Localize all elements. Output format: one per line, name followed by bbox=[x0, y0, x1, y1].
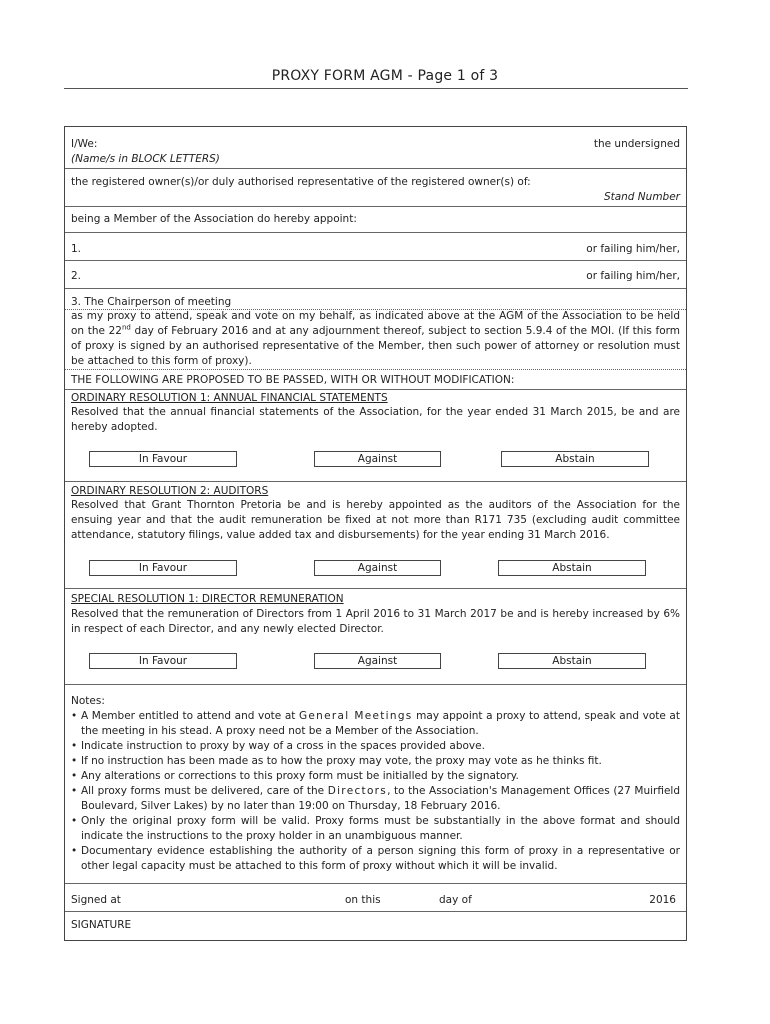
against-box[interactable]: Against bbox=[314, 560, 441, 576]
in-favour-box[interactable]: In Favour bbox=[89, 560, 237, 576]
proxy-suffix: or failing him/her, bbox=[586, 243, 680, 255]
year-label: 2016 bbox=[649, 894, 676, 906]
proposed-heading: THE FOLLOWING ARE PROPOSED TO BE PASSED, WITH OR WITHOUT MODIFICATION: bbox=[71, 374, 515, 386]
note-item: • Any alterations or corrections to this proxy form must be initialled by the signatory. bbox=[71, 770, 519, 782]
abstain-box[interactable]: Abstain bbox=[498, 653, 646, 669]
bullet-icon: • bbox=[71, 770, 78, 782]
appoint-text: being a Member of the Association do hereby appoint: bbox=[71, 213, 357, 225]
proxy-number: 1. bbox=[71, 243, 82, 255]
on-this-label: on this bbox=[345, 894, 381, 906]
bullet-icon: • bbox=[71, 815, 78, 827]
divider bbox=[65, 481, 686, 482]
divider bbox=[65, 232, 686, 233]
divider bbox=[65, 260, 686, 261]
divider bbox=[65, 369, 686, 370]
chairperson-label: 3. The Chairperson of meeting bbox=[71, 296, 232, 308]
against-box[interactable]: Against bbox=[314, 653, 441, 669]
abstain-box[interactable]: Abstain bbox=[498, 560, 646, 576]
day-of-label: day of bbox=[439, 894, 472, 906]
note-item: • Indicate instruction to proxy by way of a cross in the spaces provided above. bbox=[71, 740, 485, 752]
resolution-title: SPECIAL RESOLUTION 1: DIRECTOR REMUNERATION bbox=[71, 593, 344, 605]
proxy-form bbox=[64, 126, 687, 941]
stand-number-label: Stand Number bbox=[603, 191, 680, 203]
notes-list bbox=[71, 709, 680, 874]
undersigned-label: the undersigned bbox=[593, 138, 680, 150]
i-we-label: I/We: bbox=[71, 138, 98, 150]
in-favour-box[interactable]: In Favour bbox=[89, 451, 237, 467]
resolution-title: ORDINARY RESOLUTION 2: AUDITORS bbox=[71, 485, 269, 497]
owner-text: the registered owner(s)/or duly authorised representative of the registered owner(s) of: bbox=[71, 176, 531, 188]
resolution-text: Resolved that the remuneration of Directors from 1 April 2016 to 31 March 2017 be and is hereby increased by 6% in respect of each Director, and any newly elected Director. bbox=[71, 608, 680, 635]
notes-heading: Notes: bbox=[71, 695, 105, 707]
chairperson-text: as my proxy to attend, speak and vote on my behalf, as indicated above at the AGM of the Association to be held on the 22nd day of February 2016 and at any adjournment thereof, subject to section 5.9.4 of the MOI. (If this form of proxy is signed by an authorised representative of the Member, then such power of attorney or resolution must be attached to this form of proxy). bbox=[71, 310, 680, 367]
bullet-icon: • bbox=[71, 740, 78, 752]
divider bbox=[65, 389, 686, 390]
divider bbox=[65, 883, 686, 884]
proxy-number: 2. bbox=[71, 270, 82, 282]
note-item: • If no instruction has been made as to how the proxy may vote, the proxy may vote as he thinks fit. bbox=[71, 755, 602, 767]
title-divider bbox=[64, 88, 688, 89]
note-item: • All proxy forms must be delivered, care of the Directors, to the Association's Management Offices (27 Muirfield Boulevard, Silver Lakes) by no later than 19:00 on Thursday, 18 February 2016. bbox=[71, 785, 680, 812]
divider bbox=[65, 206, 686, 207]
bullet-icon: • bbox=[71, 785, 78, 797]
divider bbox=[65, 911, 686, 912]
resolution-text: Resolved that the annual financial statements of the Association, for the year ended 31 March 2015, be and are hereby adopted. bbox=[71, 406, 680, 433]
resolution-text: Resolved that Grant Thornton Pretoria be and is hereby appointed as the auditors of the Association for the ensuing year and that the audit remuneration be fixed at not more than R171 735 (excluding audit committee attendance, statutory filings, value added tax and disbursements) for the year ending 31 March 2016. bbox=[71, 499, 680, 541]
page-title: PROXY FORM AGM - Page 1 of 3 bbox=[271, 68, 499, 84]
note-item: • Only the original proxy form will be valid. Proxy forms must be substantially in the above format and should indicate the instructions to the proxy holder in an unambiguous manner. bbox=[71, 815, 680, 842]
names-hint: (Name/s in BLOCK LETTERS) bbox=[71, 153, 220, 165]
proxy-suffix: or failing him/her, bbox=[586, 270, 680, 282]
resolution-title: ORDINARY RESOLUTION 1: ANNUAL FINANCIAL STATEMENTS bbox=[71, 392, 388, 404]
signature-label: SIGNATURE bbox=[71, 919, 132, 931]
in-favour-box[interactable]: In Favour bbox=[89, 653, 237, 669]
note-item: • Documentary evidence establishing the authority of a person signing this form of proxy in a representative or other legal capacity must be attached to this form of proxy without which it will be invalid. bbox=[71, 845, 680, 872]
note-item: • A Member entitled to attend and vote at General Meetings may appoint a proxy to attend, speak and vote at the meeting in his stead. A proxy need not be a Member of the Association. bbox=[71, 710, 680, 737]
bullet-icon: • bbox=[71, 710, 78, 722]
signed-at-label: Signed at bbox=[71, 894, 121, 906]
divider bbox=[65, 588, 686, 589]
bullet-icon: • bbox=[71, 755, 78, 767]
divider bbox=[65, 168, 686, 169]
abstain-box[interactable]: Abstain bbox=[501, 451, 649, 467]
divider bbox=[65, 684, 686, 685]
divider bbox=[65, 288, 686, 289]
bullet-icon: • bbox=[71, 845, 78, 857]
against-box[interactable]: Against bbox=[314, 451, 441, 467]
